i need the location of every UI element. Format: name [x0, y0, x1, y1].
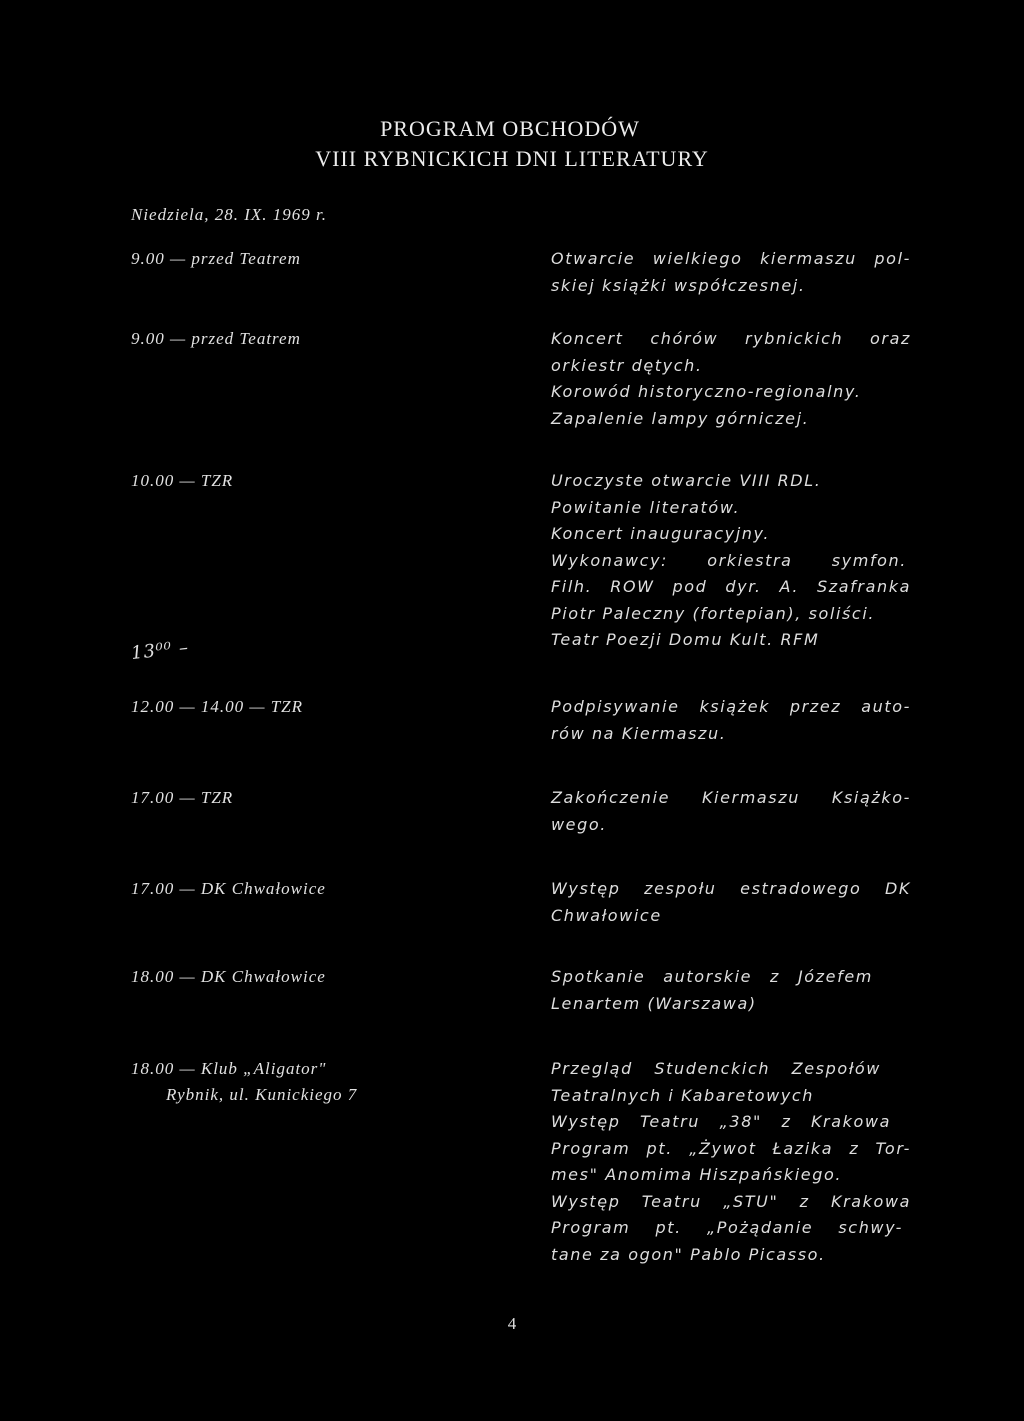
entry-description	[551, 246, 911, 299]
event-date: Niedziela, 28. IX. 1969 r.	[131, 205, 327, 224]
description-line: Spotkanie autorskie z Józefem	[551, 967, 873, 986]
description-line: Filh. ROW pod dyr. A. Szafranka	[551, 577, 911, 596]
entry-time-place: 9.00 — przed Teatrem	[131, 249, 301, 268]
description-line: Teatralnych i Kabaretowych	[551, 1085, 814, 1105]
description-line: Koncert chórów rybnickich oraz	[551, 329, 911, 348]
entry-address-line: Rybnik, ul. Kunickiego 7	[166, 1085, 358, 1104]
description-line: Chwałowice	[551, 905, 662, 925]
description-line: orkiestr dętych.	[551, 355, 703, 375]
description-line: Korowód historyczno-regionalny.	[551, 382, 862, 401]
description-line: Podpisywanie książek przez auto-	[551, 697, 911, 716]
description-line: Otwarcie wielkiego kiermaszu pol-	[551, 249, 911, 268]
description-line: Zakończenie Kiermaszu Książko-	[551, 788, 911, 807]
description-line: Uroczyste otwarcie VIII RDL.	[551, 471, 822, 490]
description-line: Występ zespołu estradowego DK	[551, 879, 911, 898]
description-line: Piotr Paleczny (fortepian), soliści.	[551, 603, 876, 623]
page-number: 4	[507, 1314, 517, 1333]
description-line: Teatr Poezji Domu Kult. RFM	[551, 630, 820, 649]
description-line: skiej książki współczesnej.	[551, 275, 806, 295]
description-line: Przegląd Studenckich Zespołów	[551, 1059, 881, 1078]
entry-description	[551, 694, 911, 747]
description-line: tane za ogon" Pablo Picasso.	[551, 1244, 826, 1264]
entry-time-place: 9.00 — przed Teatrem	[131, 329, 301, 348]
description-line: rów na Kiermaszu.	[551, 723, 727, 743]
entry-time-place: 10.00 — TZR	[131, 471, 234, 490]
entry-description	[551, 964, 911, 1017]
description-line: Program pt. „Pożądanie schwy-	[551, 1218, 903, 1237]
description-line: Powitanie literatów.	[551, 497, 741, 517]
description-line: Koncert inauguracyjny.	[551, 524, 771, 543]
entry-description	[551, 468, 911, 654]
description-line: mes" Anomima Hiszpańskiego.	[551, 1165, 843, 1184]
entry-time-place: 17.00 — TZR	[131, 788, 234, 807]
document-title-line-1: PROGRAM OBCHODÓW	[380, 116, 640, 141]
description-line: Występ Teatru „STU" z Krakowa	[551, 1191, 911, 1211]
description-line: Wykonawcy: orkiestra symfon.	[551, 550, 907, 570]
document-title-line-2: VIII RYBNICKICH DNI LITERATURY	[315, 146, 709, 171]
entry-time-place: 18.00 — DK Chwałowice	[131, 967, 326, 986]
entry-time-line: 18.00 — Klub „Aligator"	[131, 1059, 327, 1078]
entry-description	[551, 876, 911, 929]
description-line: Występ Teatru „38" z Krakowa	[551, 1112, 891, 1131]
description-line: Lenartem (Warszawa)	[551, 993, 757, 1013]
handwritten-note: 13⁰⁰ –	[130, 637, 191, 664]
entry-time-place	[131, 1056, 357, 1108]
entry-description	[551, 1056, 911, 1268]
entry-description	[551, 785, 911, 838]
entry-time-place: 12.00 — 14.00 — TZR	[131, 697, 304, 716]
entry-description	[551, 326, 911, 432]
description-line: Zapalenie lampy górniczej.	[551, 408, 810, 428]
entry-time-place: 17.00 — DK Chwałowice	[131, 879, 326, 898]
description-line: Program pt. „Żywot Łazika z Tor-	[551, 1138, 911, 1158]
description-line: wego.	[551, 814, 607, 834]
